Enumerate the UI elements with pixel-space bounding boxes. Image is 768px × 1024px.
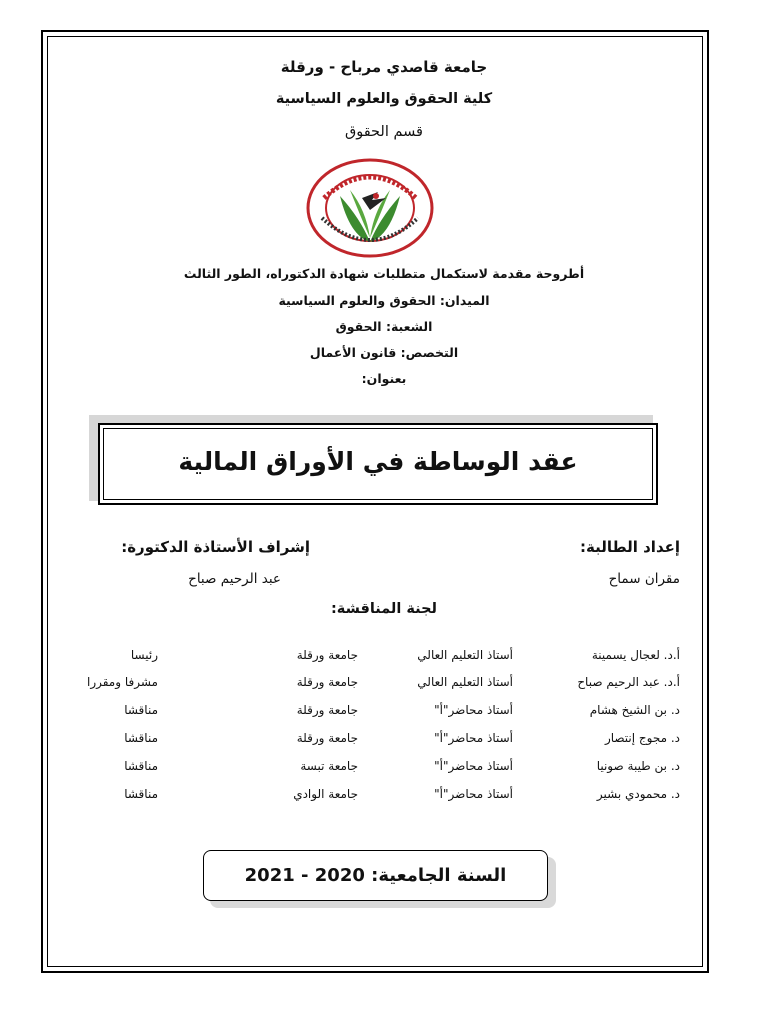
member-name: أ.د. عبد الرحيم صباح	[577, 675, 680, 689]
member-rank: أستاذ التعليم العالي	[417, 648, 513, 662]
thesis-statement: أطروحة مقدمة لاستكمال متطلبات شهادة الدكتوراه، الطور الثالث	[183, 266, 585, 281]
branch-line: الشعبة: الحقوق	[335, 319, 433, 334]
university-seal-icon	[306, 158, 434, 258]
member-rank: أستاذ التعليم العالي	[417, 675, 513, 689]
supervisor-label: إشراف الأستاذة الدكتورة:	[121, 538, 310, 556]
student-label: إعداد الطالبة:	[580, 538, 680, 556]
member-university: جامعة الوادي	[293, 787, 358, 801]
committee-row	[0, 759, 768, 779]
member-role: مشرفا ومقررا	[86, 675, 158, 689]
member-name: د. بن الشيخ هشام	[589, 703, 680, 717]
member-rank: أستاذ محاضر"أ"	[434, 703, 513, 717]
member-university: جامعة ورقلة	[296, 675, 358, 689]
student-name: مقران سماح	[608, 571, 680, 587]
member-university: جامعة تبسة	[300, 759, 358, 773]
member-rank: أستاذ محاضر"أ"	[434, 759, 513, 773]
member-role: مناقشا	[124, 703, 158, 717]
committee-row	[0, 731, 768, 751]
committee-row	[0, 787, 768, 807]
member-role: مناقشا	[124, 787, 158, 801]
member-name: د. محمودي بشير	[596, 787, 680, 801]
member-university: جامعة ورقلة	[296, 648, 358, 662]
member-name: د. بن طيبة صونيا	[596, 759, 680, 773]
member-name: د. مجوج إنتصار	[604, 731, 680, 745]
member-role: مناقشا	[124, 759, 158, 773]
thesis-title: عقد الوساطة في الأوراق المالية	[178, 447, 578, 476]
title-box	[98, 423, 658, 505]
field-line: الميدان: الحقوق والعلوم السياسية	[278, 293, 490, 308]
member-rank: أستاذ محاضر"أ"	[434, 731, 513, 745]
member-role: رئيسا	[130, 648, 158, 662]
committee-row	[0, 703, 768, 723]
member-rank: أستاذ محاضر"أ"	[434, 787, 513, 801]
specialty-line: التخصص: قانون الأعمال	[309, 345, 459, 360]
academic-year: السنة الجامعية: 2020 - 2021	[244, 865, 507, 886]
academic-year-box	[203, 850, 548, 901]
member-university: جامعة ورقلة	[296, 703, 358, 717]
committee-title: لجنة المناقشة:	[331, 601, 437, 617]
university-name: جامعة قاصدي مرباح - ورقلة	[280, 58, 488, 76]
member-name: أ.د. لعجال يسمينة	[591, 648, 680, 662]
member-university: جامعة ورقلة	[296, 731, 358, 745]
faculty-name: كلية الحقوق والعلوم السياسية	[275, 91, 493, 107]
member-role: مناقشا	[124, 731, 158, 745]
committee-row	[0, 675, 768, 695]
department-name: قسم الحقوق	[344, 124, 423, 140]
title-label: بعنوان:	[361, 371, 407, 386]
supervisor-name: عبد الرحيم صباح	[188, 571, 281, 587]
committee-row	[0, 648, 768, 668]
